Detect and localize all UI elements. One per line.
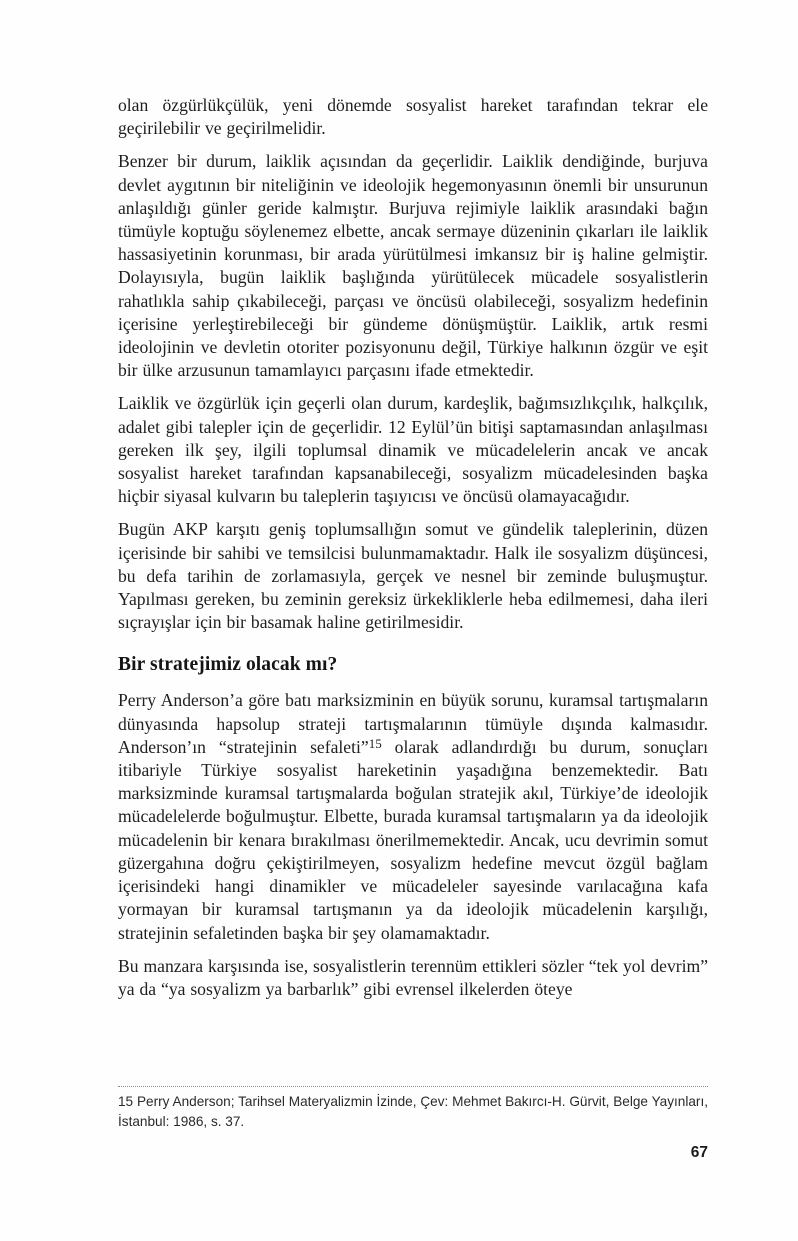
page-number: 67 [690, 1144, 708, 1161]
section-heading: Bir stratejimiz olacak mı? [118, 654, 338, 676]
paragraph-talepler: Laiklik ve özgürlük için geçerli olan durum, kardeşlik, bağımsızlıkçılık, halkçılık, adalet gibi talepler için de geçerlidir. 12 Eylül’ün bitişi saptamasından anlaşılması gereken ilk şey, ilgili toplumsal dinamik ve mücadelelerin ancak ve ancak sosyalist hareket tarafından kapsanabileceği, sosyalizm mücadelesinden başka hiçbir siyasal kulvarın bu taleplerin taşıyıcısı ve öncüsü olamayacağıdır. [118, 393, 708, 507]
paragraph-strategy [118, 689, 708, 944]
footnote-text: Perry Anderson; Tarihsel Materyalizmin İzinde, Çev: Mehmet Bakırcı-H. Gürvit, Belge Yayınları, İstanbul: 1986, s. 37. [118, 1094, 708, 1129]
paragraph-strategy-text-after: olarak adlandırdığı bu durum, sonuçları itibariyle Türkiye sosyalist hareketinin yaşadığına benzemektedir. Batı marksizminde kuramsal tartışmalarda boğulan stratejik akıl, Türkiye’de ideolojik mücadelelerde boğulmuştur. Elbette, burada kuramsal tartışmaların ya da ideolojik mücadelenin bir kenara bırakılması önerilmemektedir. Ancak, ucu devrimin somut güzergahına doğru çekiştirilmeyen, sosyalizm hedefine mevcut özgül bağlam içerisindeki hangi dinamikler ve mücadeleler sayesinde varılacağına kafa yormayan bir kuramsal tartışmanın ya da ideolojik mücadelenin karşılığı, stratejinin sefaletinden başka bir şey olamamaktadır. [118, 736, 708, 943]
paragraph-laiklik: Benzer bir durum, laiklik açısından da geçerlidir. Laiklik dendiğinde, burjuva devlet aygıtının bir niteliğinin ve ideolojik hegemonyasının önemli bir unsurunun anlaşıldığı günler geride kalmıştır. Burjuva rejimiyle laiklik arasındaki bağın tümüyle koptuğu söylenemez elbette, ancak sermaye düzeninin çıkarları ile laiklik hassasiyetinin korunması, bir arada yürütülmesi imkansız bir iş haline gelmiştir. Dolayısıyla, bugün laiklik başlığında yürütülecek mücadele sosyalistlerin rahatlıkla sahip çıkabileceği, parçası ve öncüsü olabileceği, sosyalizm hedefinin içerisine yerleştirebileceği bir gündeme dönüşmüştür. Laiklik, artık resmi ideolojinin ve devletin otoriter pozisyonunu değil, Türkiye halkının özgür ve eşit bir ülke arzusunun tamamlayıcı parçasını ifade etmektedir. [118, 151, 708, 381]
paragraph-strategy-text-before: Perry Anderson’a göre batı marksizminin en büyük sorunu, kuramsal tartışmaların dünyasında hapsolup strateji tartışmalarının tümüyle dışında kalmasıdır. Anderson’ın “stratejinin sefaleti” [118, 690, 708, 757]
footnote-number: 15 [118, 1094, 134, 1109]
footnote-area [118, 1086, 708, 1131]
paragraph-closing: Bu manzara karşısında ise, sosyalistlerin terennüm ettikleri sözler “tek yol devrim” ya da “ya sosyalizm ya barbarlık” gibi evrensel ilkelerden öteye [118, 955, 708, 999]
footnote [118, 1092, 708, 1131]
footnote-separator-rule [118, 1086, 708, 1087]
footnote-ref-marker: 15 [368, 735, 382, 751]
text-block [118, 94, 708, 1011]
paragraph-continuation: olan özgürlükçülük, yeni dönemde sosyalist hareket tarafından tekrar ele geçirilebilir ve geçirilmelidir. [118, 95, 708, 139]
paragraph-akp: Bugün AKP karşıtı geniş toplumsallığın somut ve gündelik taleplerinin, düzen içerisinde bir sahibi ve temsilcisi bulunmamaktadır. Halk ile sosyalizm düşüncesi, bu defa tarihin de zorlamasıyla, gerçek ve nesnel bir zeminde buluşmuştur. Yapılması gereken, bu zeminin gereksiz ürkekliklerle heba edilmemesi, daha ileri sıçrayışlar için bir basamak haline getirilmesidir. [118, 519, 708, 633]
